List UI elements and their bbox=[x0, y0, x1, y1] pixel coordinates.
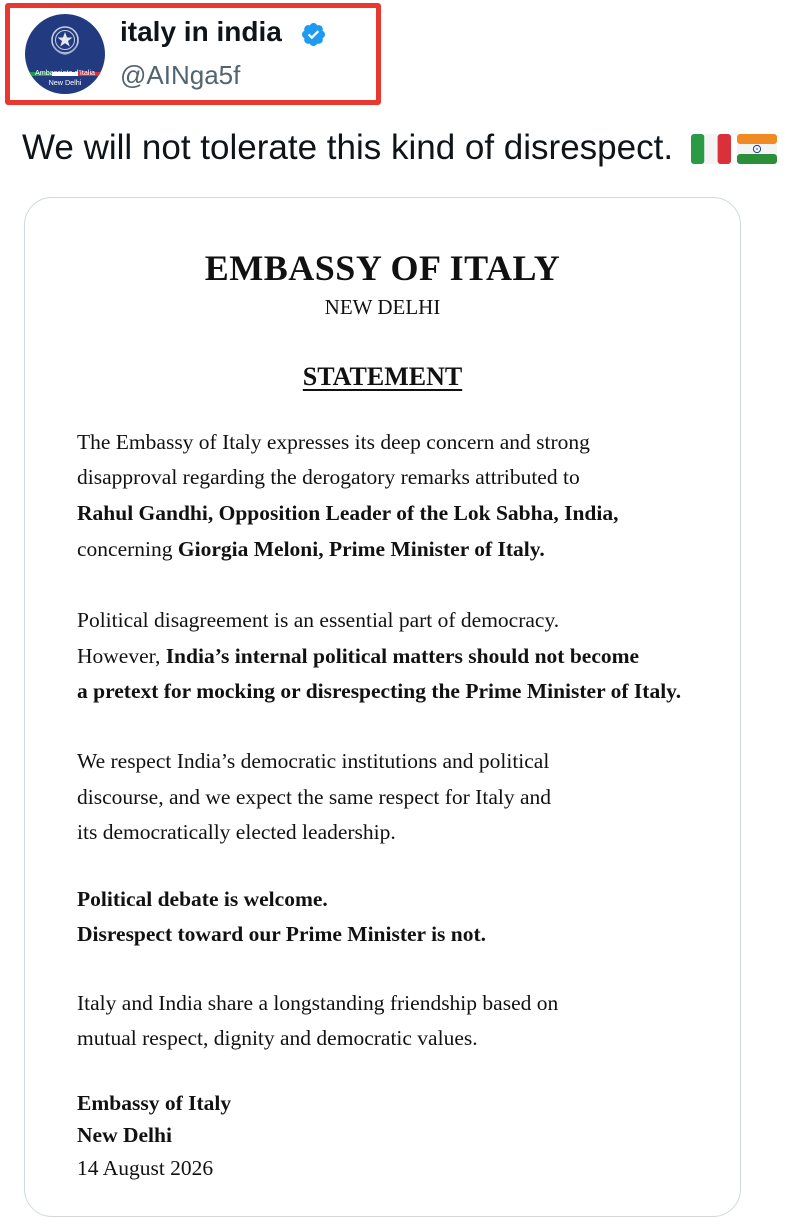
avatar[interactable] bbox=[25, 14, 105, 94]
italy-flag-icon bbox=[691, 134, 731, 164]
signature-org: Embassy of Italy bbox=[77, 1091, 232, 1115]
statement-line: discourse, and we expect the same respect for Italy and bbox=[77, 785, 551, 809]
statement-emphasis: Giorgia Meloni, Prime Minister of Italy. bbox=[177, 537, 545, 561]
statement-line bbox=[77, 644, 639, 669]
statement-line: Italy and India share a longstanding friendship based on bbox=[77, 991, 559, 1015]
statement-line: Rahul Gandhi, Opposition Leader of the Lok Sabha, India, bbox=[77, 501, 619, 525]
statement-line: Political disagreement is an essential part of democracy. bbox=[77, 608, 560, 632]
signature-city: New Delhi bbox=[77, 1123, 172, 1147]
avatar-sublabel: New Delhi bbox=[48, 78, 82, 87]
attached-statement-image[interactable] bbox=[24, 197, 741, 1217]
statement-line: Political debate is welcome. bbox=[77, 887, 328, 911]
statement-text: concerning bbox=[77, 537, 178, 561]
statement-emphasis: India’s internal political matters should not become bbox=[165, 644, 640, 668]
india-flag-icon bbox=[737, 134, 777, 164]
emblem-icon bbox=[49, 23, 81, 57]
document-heading: STATEMENT bbox=[302, 362, 463, 391]
tweet-text: We will not tolerate this kind of disrespect. bbox=[22, 128, 674, 167]
statement-line: disapproval regarding the derogatory remarks attributed to bbox=[77, 465, 580, 489]
document-title: EMBASSY OF ITALY bbox=[204, 248, 561, 288]
document-subtitle: NEW DELHI bbox=[324, 295, 441, 319]
statement-line: its democratically elected leadership. bbox=[77, 820, 396, 844]
statement-line: a pretext for mocking or disrespecting the Prime Minister of Italy. bbox=[77, 679, 682, 703]
statement-text: However, bbox=[77, 644, 166, 668]
statement-line: Disrespect toward our Prime Minister is not. bbox=[77, 922, 487, 946]
account-handle[interactable]: @AINga5f bbox=[120, 60, 241, 90]
display-name[interactable]: italy in india bbox=[120, 16, 282, 47]
verified-badge-icon bbox=[300, 21, 327, 48]
statement-line: The Embassy of Italy expresses its deep concern and strong bbox=[77, 430, 590, 454]
statement-line: mutual respect, dignity and democratic values. bbox=[77, 1026, 478, 1050]
avatar-label: Ambasciata d'Italia bbox=[34, 68, 96, 77]
statement-line bbox=[77, 537, 545, 562]
statement-line: We respect India’s democratic institutions and political bbox=[77, 749, 550, 773]
signature-date: 14 August 2026 bbox=[77, 1156, 214, 1180]
